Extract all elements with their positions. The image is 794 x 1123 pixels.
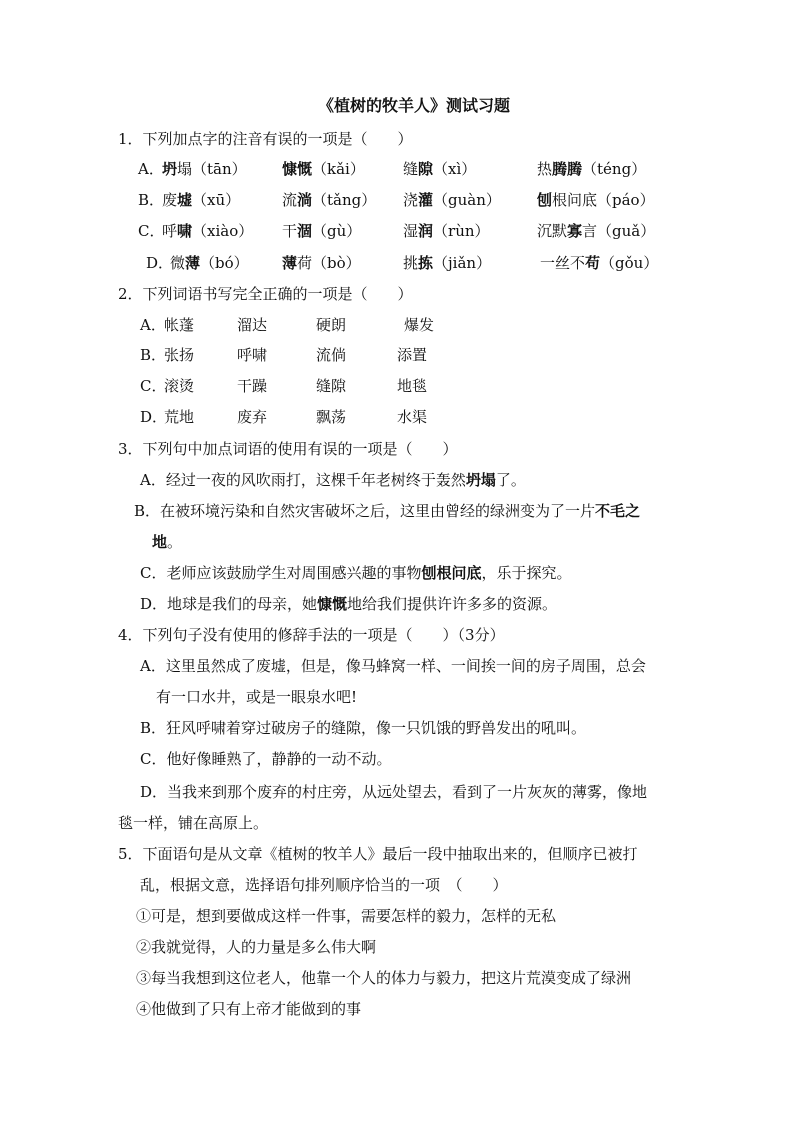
q3-option-c: C．老师应该鼓励学生对周围感兴趣的事物刨根问底，乐于探究。	[140, 564, 572, 582]
q2-option-label: C．	[140, 377, 167, 395]
q2-word: 添置	[397, 346, 428, 364]
q2-stem: 2．下列词语书写完全正确的一项是（ ）	[118, 285, 413, 303]
page-title: 《植树的牧羊人》测试习题	[318, 96, 511, 115]
q1-option-item: 干涸（gù）	[282, 222, 362, 240]
q4-stem: 4．下列句子没有使用的修辞手法的一项是（ ）（3分）	[118, 626, 505, 644]
q3-option-b: B．在被环境污染和自然灾害破坏之后，这里由曾经的绿洲变为了一片不毛之	[134, 502, 641, 520]
q4-option-d: D．当我来到那个废弃的村庄旁，从远处望去，看到了一片灰灰的薄雾，像地	[140, 783, 648, 801]
q1-option-label: D．	[146, 254, 174, 272]
q3-stem: 3．下列句中加点词语的使用有误的一项是（ ）	[118, 440, 458, 458]
q1-option-item: 微薄（bó）	[170, 254, 249, 272]
q5-sentence-4: ④他做到了只有上帝才能做到的事	[136, 1000, 362, 1018]
q5-sentence-3: ③每当我想到这位老人，他靠一个人的体力与毅力，把这片荒漠变成了绿洲	[136, 969, 632, 987]
q1-option-item: 湿润（rùn）	[403, 222, 490, 240]
q1-option-label: C．	[138, 222, 165, 240]
q1-option-item: 薄荷（bò）	[282, 254, 361, 272]
q2-word: 爆发	[404, 316, 435, 334]
q1-option-item: 缝隙（xì）	[403, 160, 477, 178]
q2-word: 飘荡	[316, 408, 347, 426]
q5-sentence-2: ②我就觉得，人的力量是多么伟大啊	[136, 938, 377, 956]
q1-option-item: 热腾腾（téng）	[537, 160, 647, 178]
q5-stem-cont: 乱，根据文意，选择语句排列顺序恰当的一项 （ ）	[140, 876, 508, 894]
q1-option-item: 浇灌（guàn）	[403, 191, 501, 209]
q2-word: 硬朗	[316, 316, 347, 334]
q2-word: 地毯	[397, 377, 428, 395]
q2-word: 荒地	[164, 408, 195, 426]
q2-word: 帐蓬	[164, 316, 195, 334]
q4-option-d-cont: 毯一样，铺在高原上。	[118, 814, 269, 832]
q2-word: 干躁	[237, 377, 268, 395]
q2-word: 流倘	[316, 346, 347, 364]
q2-word: 呼啸	[237, 346, 268, 364]
q1-option-item: 流淌（tǎng）	[282, 191, 377, 209]
q2-word: 缝隙	[316, 377, 347, 395]
q3-option-b-cont: 地。	[152, 533, 183, 551]
q4-option-a: A．这里虽然成了废墟，但是，像马蜂窝一样、一间挨一间的房子周围，总会	[140, 657, 646, 675]
q2-option-label: A．	[140, 316, 166, 334]
q2-word: 滚烫	[164, 377, 195, 395]
q4-option-b: B．狂风呼啸着穿过破房子的缝隙，像一只饥饿的野兽发出的吼叫。	[140, 719, 587, 737]
q1-option-item: 呼啸（xiào）	[162, 222, 254, 240]
q2-word: 溜达	[237, 316, 268, 334]
q1-option-item: 坍塌（tān）	[162, 160, 247, 178]
q4-option-a-cont: 有一口水井，或是一眼泉水吧!	[156, 688, 358, 706]
q3-option-a: A．经过一夜的风吹雨打，这棵千年老树终于轰然坍塌了。	[140, 471, 526, 489]
q1-stem: 1．下列加点字的注音有误的一项是（ ）	[118, 130, 413, 148]
q3-option-d: D．地球是我们的母亲，她慷慨地给我们提供许许多多的资源。	[140, 595, 558, 613]
q2-option-label: D．	[140, 408, 168, 426]
q1-option-label: B．	[138, 191, 165, 209]
q1-option-label: A．	[138, 160, 164, 178]
q1-option-item: 一丝不苟（gǒu）	[540, 254, 659, 272]
q1-option-item: 沉默寡言（guǎ）	[537, 222, 656, 240]
q2-option-label: B．	[140, 346, 167, 364]
q2-word: 废弃	[237, 408, 268, 426]
q5-stem: 5．下面语句是从文章《植树的牧羊人》最后一段中抽取出来的，但顺序已被打	[118, 845, 638, 863]
q5-sentence-1: ①可是，想到要做成这样一件事，需要怎样的毅力，怎样的无私	[136, 907, 557, 925]
q2-word: 张扬	[164, 346, 195, 364]
q1-option-item: 废墟（xū）	[162, 191, 241, 209]
q1-option-item: 刨根问底（páo）	[537, 191, 655, 209]
q1-option-item: 挑拣（jiǎn）	[403, 254, 492, 272]
q1-option-item: 慷慨（kǎi）	[282, 160, 365, 178]
q4-option-c: C．他好像睡熟了，静静的一动不动。	[140, 750, 392, 768]
q2-word: 水渠	[397, 408, 428, 426]
